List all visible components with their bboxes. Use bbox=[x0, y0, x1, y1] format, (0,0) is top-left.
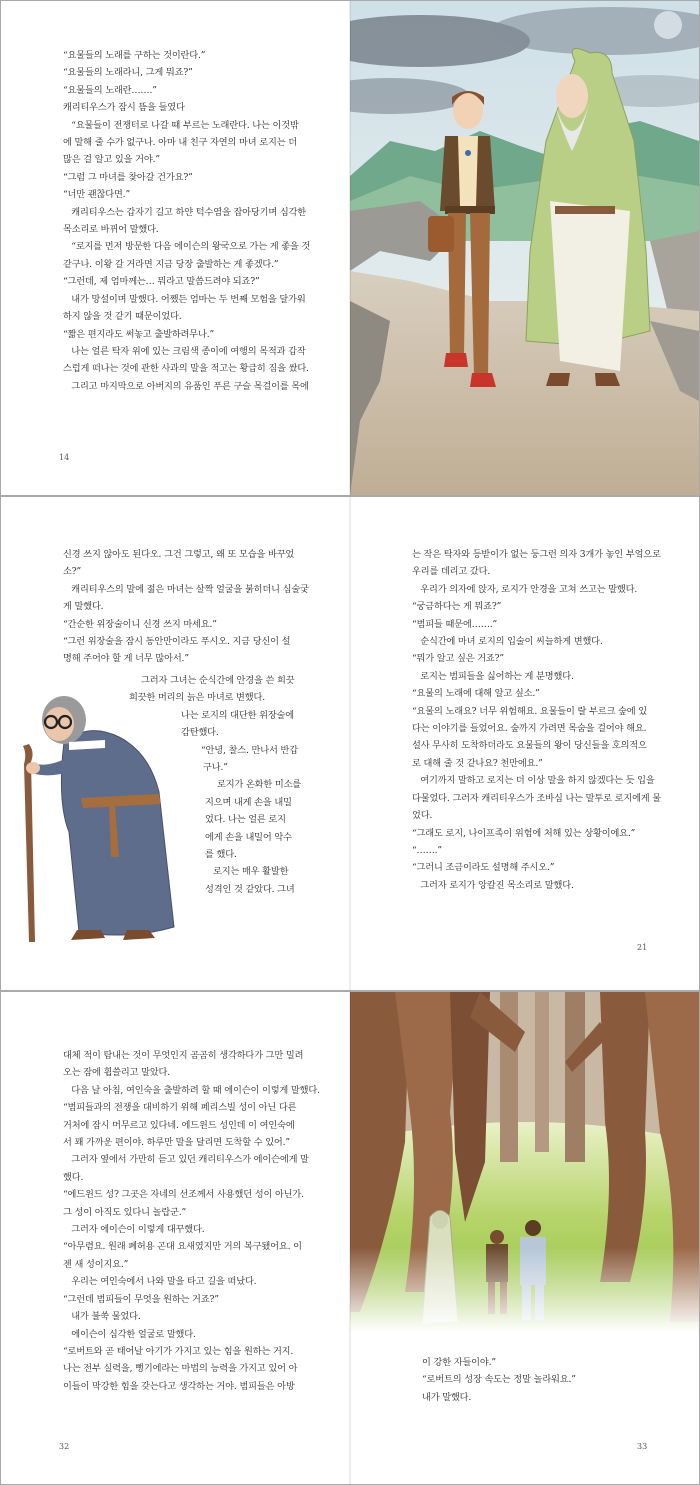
text-line: 에게 손을 내밀어 악수 bbox=[205, 831, 292, 843]
text-line: 성격인 것 같았다. 그녀 bbox=[205, 883, 295, 895]
text-line: 캐리티우스는 갑자기 길고 하얀 턱수염을 잡아당기며 심각한 bbox=[71, 206, 307, 218]
page-20-top-text bbox=[63, 546, 335, 668]
text-line: “간순한 위장술이니 신경 쓰지 마세요.” bbox=[63, 618, 217, 630]
text-line: 목소리로 바뀌어 말했다. bbox=[63, 224, 159, 236]
text-line: 그 성이 아직도 있다니 놀랍군.” bbox=[63, 1206, 187, 1218]
text-line: 젠 새 성이지요.” bbox=[63, 1258, 129, 1270]
text-line: “아무렴요. 원래 폐허용 곤대 요새였지만 거의 복구됐어요. 이 bbox=[63, 1241, 302, 1253]
page-21 bbox=[350, 497, 699, 990]
text-line: “요물들의 노래를 구하는 것이란다.” bbox=[63, 50, 206, 61]
text-line: 로지가 온화한 미소를 bbox=[217, 779, 302, 791]
text-line: 구나.” bbox=[203, 762, 228, 774]
page-gutter bbox=[349, 1, 351, 495]
text-line: “너만 괜찮다면.” bbox=[63, 189, 130, 201]
old-witch-illustration bbox=[9, 682, 194, 947]
text-line: 다물었다. 그러자 캐리티우스가 조바심 나는 말투로 로지에게 물 bbox=[412, 792, 662, 804]
text-line: 게 말했다. bbox=[63, 601, 104, 613]
text-line: 었다. 나는 얼른 로지 bbox=[205, 814, 286, 826]
page-number: 32 bbox=[59, 1442, 70, 1451]
text-line: 다음 날 아침, 여인숙을 출발하려 할 때 에이슨이 이렇게 말했다. bbox=[71, 1084, 320, 1096]
text-line: 내가 말했다. bbox=[422, 1391, 472, 1403]
wizard-and-boy-illustration bbox=[350, 1, 699, 495]
text-line: “그런데 범피들이 무엇을 원하는 거죠?” bbox=[63, 1293, 219, 1305]
text-line: 하지 않을 것 같기 때문이었다. bbox=[63, 311, 182, 323]
text-line: “그런 위장술을 잠시 동안만이라도 푸시오. 지금 당신이 설 bbox=[63, 636, 291, 648]
text-line: 나는 얼른 탁자 위에 있는 크림색 종이에 여행의 목적과 갑작 bbox=[71, 345, 306, 357]
text-line: 그러자 로지가 앙칼진 목소리로 말했다. bbox=[420, 879, 574, 891]
text-line: 를 했다. bbox=[205, 849, 237, 861]
text-line: 우리가 의자에 앉자, 로지가 안경을 고쳐 쓰고는 말했다. bbox=[420, 583, 638, 595]
text-line: 스럽게 떠나는 것에 관한 사과의 말을 적고는 황급히 짐을 쌌다. bbox=[63, 363, 309, 375]
text-line: 오는 잠에 휩쓸리고 말았다. bbox=[63, 1067, 171, 1079]
text-line: “범피들과의 전쟁을 대비하기 위해 페리스빌 성이 아닌 다른 bbox=[63, 1102, 297, 1114]
page-gutter bbox=[349, 992, 351, 1484]
text-line: “…….” bbox=[412, 844, 442, 856]
text-line: “에드윈드 성? 그곳은 자네의 선조께서 사용했던 성이 아닌가. bbox=[63, 1189, 304, 1201]
page-32-text bbox=[63, 1047, 338, 1395]
text-line: 나는 로지의 대단한 위장술에 bbox=[181, 709, 295, 721]
page-15-illustration-page bbox=[350, 1, 699, 495]
text-line: 거처에 잠시 머무르고 있다네. 에드윈드 성인데 이 여인숙에 bbox=[63, 1119, 295, 1131]
page-32 bbox=[1, 992, 350, 1484]
text-line: “요물의 노래에 대해 알고 싶소.” bbox=[412, 688, 540, 700]
text-line: 내가 망설이며 말했다. 어쨌든 엄마는 두 번째 모험을 달가워 bbox=[71, 293, 306, 305]
text-line: 감탄했다. bbox=[181, 727, 219, 739]
text-line: 그러자 옆에서 가만히 듣고 있던 캐리티우스가 에이슨에게 말 bbox=[71, 1154, 309, 1166]
text-line: 설사 무사히 도착하더라도 요물들의 왕이 당신들을 호의적으 bbox=[412, 740, 647, 752]
text-line: 캐리티우스가 잠시 뜸을 들였다 bbox=[63, 102, 185, 114]
text-line: 는 작은 탁자와 등받이가 없는 둥그런 의자 3개가 놓인 부엌으로 bbox=[412, 549, 661, 560]
text-line: 서 꽤 가까운 편이야. 하루만 말을 달리면 도착할 수 있어.” bbox=[63, 1137, 290, 1149]
text-line: 그러자 에이슨이 이렇게 대꾸했다. bbox=[71, 1224, 205, 1236]
text-line: 로지는 매우 활발한 bbox=[213, 866, 289, 878]
text-line: 그리고 마지막으로 아버지의 유품인 푸른 구슬 목걸이를 목에 bbox=[71, 380, 309, 392]
text-line: “로지를 먼저 방문한 다음 에이슨의 왕국으로 가는 게 좋을 것 bbox=[71, 241, 311, 253]
page-gutter bbox=[349, 497, 351, 990]
text-line: “요물들의 노래란…….” bbox=[63, 84, 157, 96]
text-line: 었다. bbox=[412, 810, 433, 822]
text-line: “로버트의 성장 속도는 정말 놀라워요.” bbox=[422, 1374, 576, 1386]
page-14 bbox=[1, 1, 350, 495]
page-33 bbox=[350, 992, 699, 1484]
text-line: “요물들의 노래라니, 그게 뭐죠?” bbox=[63, 67, 193, 79]
text-line: 많은 걸 알고 있을 거야.” bbox=[63, 154, 160, 166]
text-line: 그러자 그녀는 순식간에 안경을 쓴 희끗 bbox=[141, 675, 295, 686]
text-line: 우리는 여인숙에서 나와 말을 타고 길을 떠났다. bbox=[71, 1276, 257, 1288]
text-line: “로버트와 곧 태어날 아기가 가지고 있는 힘을 원하는 거지. bbox=[63, 1345, 294, 1357]
text-line: 로 대해 줄 것 같나요? 천만에요.” bbox=[412, 757, 543, 769]
text-line: “그럼 그 마녀를 찾아갈 건가요?” bbox=[63, 171, 193, 183]
text-line: 명해 주어야 할 게 너무 많아서.” bbox=[63, 653, 189, 665]
text-line: “그러니 조금이라도 설명해 주시오.” bbox=[412, 862, 555, 874]
text-line: 순식간에 마녀 로지의 입술이 씨늘하게 변했다. bbox=[420, 636, 603, 648]
text-line: “궁금하다는 게 뭐죠?” bbox=[412, 601, 502, 613]
spread-pages-20-21 bbox=[1, 497, 699, 990]
text-line: 캐리티우스의 말에 젊은 마녀는 살짝 얼굴을 붉히더니 심술궂 bbox=[71, 583, 309, 595]
text-line: 신경 쓰지 않아도 된다오. 그건 그렇고, 왜 또 모습을 바꾸었 bbox=[63, 549, 295, 560]
page-14-text bbox=[63, 47, 333, 395]
spread-pages-32-33 bbox=[1, 992, 699, 1484]
text-line: 했다. bbox=[63, 1171, 84, 1183]
spread-pages-14 bbox=[1, 1, 699, 495]
text-line: 에 말해 줄 수가 없구나. 아마 내 친구 자연의 마녀 로지는 더 bbox=[63, 137, 297, 149]
page-number: 33 bbox=[637, 1442, 648, 1451]
page-number: 14 bbox=[59, 453, 70, 462]
text-line: 다는 이야기를 들었어요. 숲까지 가려면 목숨을 걸어야 해요. bbox=[412, 723, 647, 735]
text-line: “뭐가 알고 싶은 거죠?” bbox=[412, 653, 504, 665]
text-line: 같구나. 이왕 갈 거라면 지금 당장 출발하는 게 좋겠다.” bbox=[63, 258, 279, 270]
text-line: 희끗한 머리의 늙은 마녀로 변했다. bbox=[129, 692, 266, 704]
text-line: “그런데, 제 엄마께는… 뭐라고 말씀드려야 되죠?” bbox=[63, 276, 260, 288]
text-line: “범피들 때문에…….” bbox=[412, 618, 498, 630]
text-line: “안녕, 찰스. 만나서 반갑 bbox=[201, 744, 298, 756]
text-line: 로지는 범피들을 싫어하는 게 분명했다. bbox=[420, 670, 574, 682]
text-line: 지으며 내게 손을 내밀 bbox=[205, 796, 292, 808]
text-line: “요물의 노래요? 너무 위험해요. 요물들이 랄 부르크 숲에 있 bbox=[412, 705, 647, 717]
text-line: 소?” bbox=[63, 566, 82, 578]
text-line: “그래도 로지, 나이프족이 위험에 처해 있는 상황이에요.” bbox=[412, 827, 636, 839]
text-line: 이 강한 자들이야.” bbox=[422, 1357, 496, 1368]
text-line: 에이슨이 심각한 얼굴로 말했다. bbox=[71, 1328, 196, 1340]
text-line: 여기까지 말하고 로지는 더 이상 말을 하지 않겠다는 듯 입을 bbox=[420, 775, 655, 787]
text-line: 우리를 데리고 갔다. bbox=[412, 566, 491, 578]
text-line: 나는 전부 실력을, 뻥기에라는 마법의 능력을 가지고 있어 아 bbox=[63, 1363, 298, 1375]
page-33-text bbox=[422, 1354, 682, 1406]
text-line: “요물들이 전쟁터로 나갈 때 부르는 노래란다. 나는 이것밖 bbox=[71, 119, 299, 131]
page-number: 21 bbox=[637, 943, 648, 952]
forest-walk-illustration bbox=[350, 992, 699, 1332]
text-line: “짧은 편지라도 써놓고 출발하려무나.” bbox=[63, 328, 215, 340]
page-21-text bbox=[412, 546, 687, 894]
text-line: 내가 불쑥 물었다. bbox=[71, 1311, 141, 1323]
text-line: 대체 적이 탐내는 것이 무엇인지 곰곰히 생각하다가 그만 밀려 bbox=[63, 1050, 304, 1061]
text-line: 이들이 막강한 힘을 갖는다고 생각하는 거야. 범피들은 아방 bbox=[63, 1380, 295, 1392]
page-20 bbox=[1, 497, 350, 990]
